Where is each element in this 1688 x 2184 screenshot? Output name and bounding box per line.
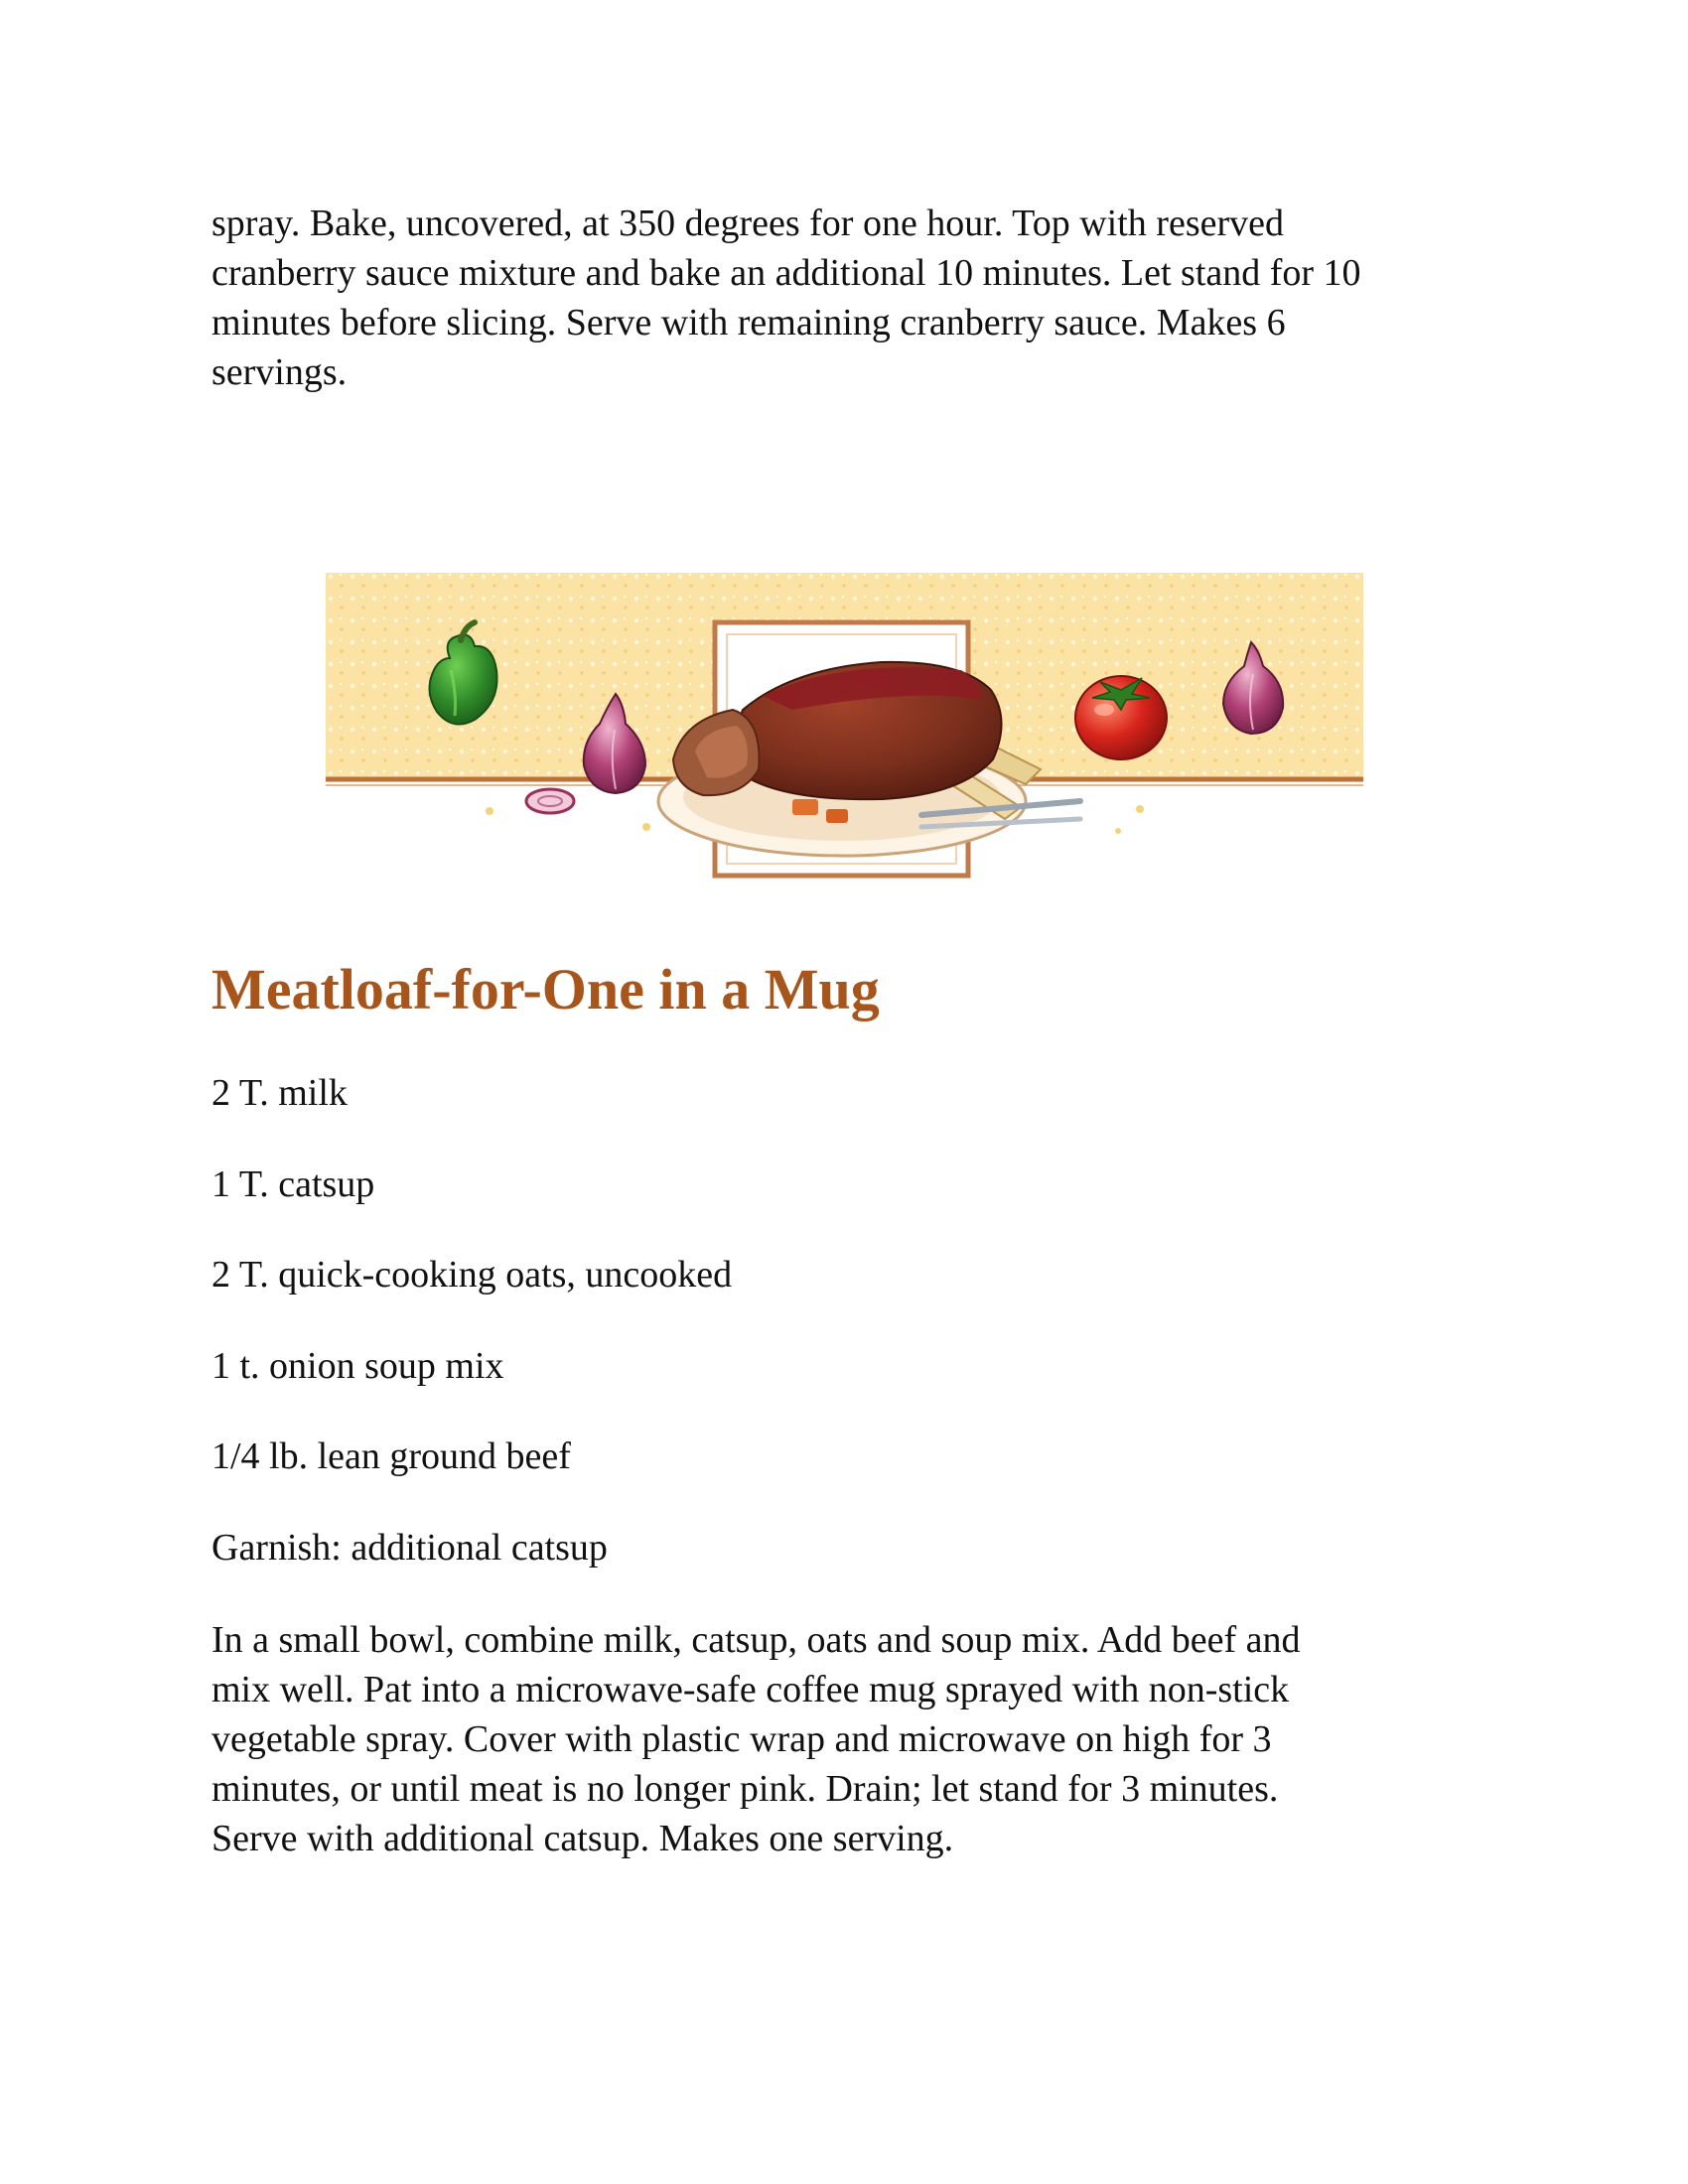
ingredient-list — [211, 1068, 732, 1613]
ingredient-item: 2 T. quick-cooking oats, uncooked — [211, 1254, 733, 1296]
ingredient-item: 1/4 lb. lean ground beef — [211, 1435, 571, 1477]
directions-line: mix well. Pat into a microwave-safe coffee mug sprayed with non-stick — [211, 1669, 1290, 1710]
ingredient-item: 1 t. onion soup mix — [211, 1344, 504, 1387]
recipe-banner-illustration — [326, 571, 1363, 879]
intro-line: spray. Bake, uncovered, at 350 degrees for one hour. Top with reserved — [211, 203, 1284, 244]
directions-line: minutes, or until meat is no longer pink. Drain; let stand for 3 minutes. — [211, 1768, 1279, 1810]
directions-line: vegetable spray. Cover with plastic wrap and microwave on high for 3 — [211, 1718, 1272, 1760]
intro-line: servings. — [211, 351, 348, 393]
ingredient-item: 1 T. catsup — [211, 1162, 375, 1205]
tomato-icon — [1075, 676, 1167, 759]
directions-line: In a small bowl, combine milk, catsup, oats and soup mix. Add beef and — [211, 1619, 1301, 1661]
ingredient-item: Garnish: additional catsup — [211, 1526, 608, 1569]
directions-line: Serve with additional catsup. Makes one serving. — [211, 1818, 954, 1859]
intro-line: minutes before slicing. Serve with remaining cranberry sauce. Makes 6 — [211, 302, 1286, 343]
ingredient-item: 2 T. milk — [211, 1072, 348, 1114]
recipe-title: Meatloaf-for-One in a Mug — [211, 957, 880, 1022]
intro-paragraph — [211, 199, 1492, 397]
directions-paragraph — [211, 1615, 1492, 1863]
intro-line: cranberry sauce mixture and bake an additional 10 minutes. Let stand for 10 — [211, 252, 1361, 294]
